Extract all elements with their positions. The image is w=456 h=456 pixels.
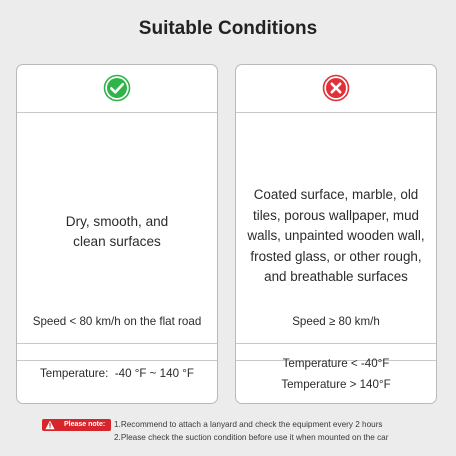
please-note-label: Please note: xyxy=(64,421,106,428)
unsuitable-temperature xyxy=(236,344,436,404)
unsuitable-card xyxy=(235,64,437,404)
suitable-temperature-text: Temperature: -40 °F ~ 140 °F xyxy=(40,367,194,380)
suitable-surfaces-text: Dry, smooth, and clean surfaces xyxy=(65,213,169,249)
unsuitable-surfaces-text: Coated surface, marble, old tiles, porous wallpaper, mud walls, unpainted wooden wall, frosted glass, or other rough, and breathable surfaces xyxy=(247,187,425,285)
warning-icon xyxy=(45,420,55,430)
suitable-speed-text: Speed < 80 km/h on the flat road xyxy=(32,315,202,328)
suitable-temperature xyxy=(17,344,217,404)
suitable-speed xyxy=(17,301,217,344)
unsuitable-temperature-low: Temperature < -40°F xyxy=(282,356,390,370)
cross-circle-icon xyxy=(322,74,350,102)
note-line-1: 1.Recommend to attach a lanyard and check the equipment every 2 hours xyxy=(114,420,383,429)
please-note-lines xyxy=(114,419,388,444)
please-note-badge xyxy=(42,419,111,431)
note-line-2: 2.Please check the suction condition before use it when mounted on the car xyxy=(114,432,389,442)
unsuitable-speed-text: Speed ≥ 80 km/h xyxy=(292,315,380,328)
check-circle-icon xyxy=(103,74,131,102)
unsuitable-speed xyxy=(236,301,436,344)
page-title: Suitable Conditions xyxy=(138,18,318,39)
please-note xyxy=(42,417,452,447)
suitable-card xyxy=(16,64,218,404)
unsuitable-card-header xyxy=(236,65,436,113)
unsuitable-temperature-high: Temperature > 140°F xyxy=(281,377,391,391)
suitable-card-header xyxy=(17,65,217,113)
